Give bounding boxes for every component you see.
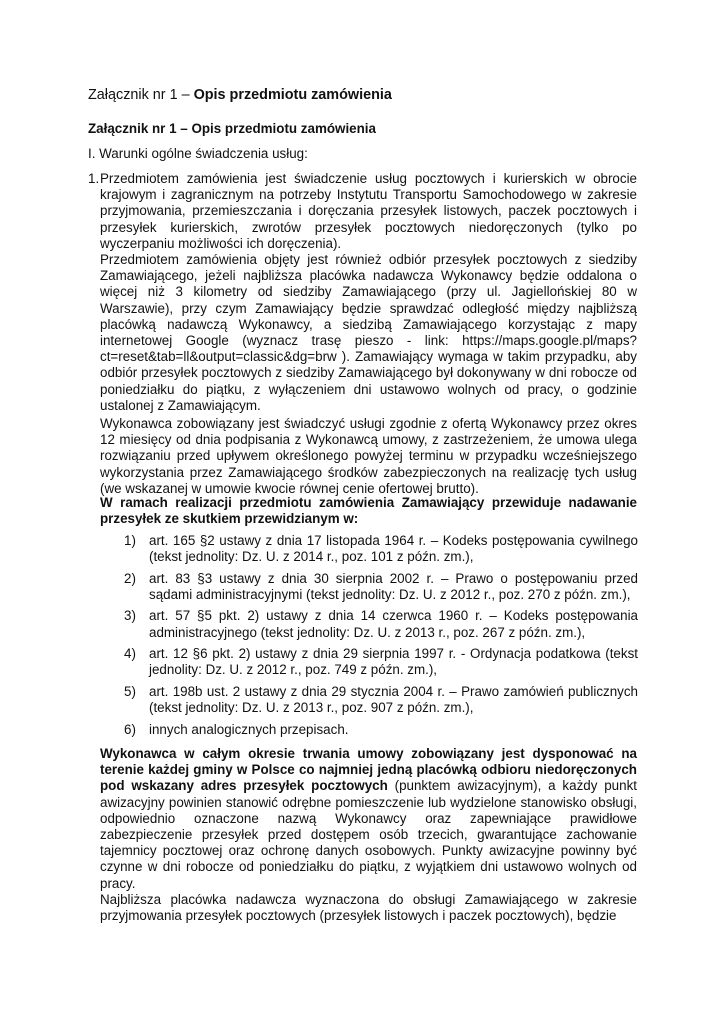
paragraph-5 [100,746,637,892]
section-subtitle: I. Warunki ogólne świadczenia usług: [88,146,308,161]
legal-basis-list [124,533,638,743]
title-prefix: Załącznik nr 1 – [88,87,194,103]
paragraph-3: Wykonawca zobowiązany jest świadczyć usługi zgodnie z ofertą Wykonawcy przez okres 12 miesięcy od dnia podpisania z Wykonawcą umowy, z zastrzeżeniem, że umowa ulega rozwiązaniu przed upływem określonego powyżej terminu w przypadku wcześniejszego wykorzystania przez Zamawiającego środków zabezpieczonych na realizację tych usług (we wskazanej w umowie kwocie równej cenie ofertowej brutto). [100,416,637,496]
paragraph-5-bold: Wykonawca w całym okresie trwania umowy zobowiązany jest dysponować na terenie każdej gminy w Polsce co najmniej jedną placówką odbioru niedoręczonych pod wskazany adres przesyłek pocztowych [100,746,637,794]
list-item [124,722,638,738]
list-item-text: art. 12 §6 pkt. 2) ustawy z dnia 29 sierpnia 1997 r. - Ordynacja podatkowa (tekst jednolity: Dz. U. z 2012 r., poz. 749 z późn. zm.), [149,646,638,678]
list-item [124,533,638,565]
section-title: Załącznik nr 1 – Opis przedmiotu zamówienia [88,121,376,136]
list-item-text: art. 57 §5 pkt. 2) ustawy z dnia 14 czerwca 1960 r. – Kodeks postępowania administracyjnego (tekst jednolity: Dz. U. z 2013 r., poz. 267 z późn. zm.), [149,608,638,640]
item-number: 1. [88,171,100,186]
list-item-number: 2) [124,570,136,586]
list-item-text: art. 83 §3 ustawy z dnia 30 sierpnia 2002 r. – Prawo o postępowaniu przed sądami administracyjnymi (tekst jednolity: Dz. U. z 2012 r., poz. 270 z późn. zm.), [149,570,638,602]
list-item [124,608,638,640]
list-item [124,571,638,603]
list-item-number: 1) [124,533,136,548]
title-bold: Opis przedmiotu zamówienia [193,87,392,103]
document-title [88,86,392,104]
list-item-number: 6) [124,721,136,737]
list-item [124,684,638,716]
paragraph-1: Przedmiotem zamówienia jest świadczenie usług pocztowych i kurierskich w obrocie krajowym i zagranicznym na potrzeby Instytutu Transportu Samochodowego w zakresie przyjmowania, przemieszczania i doręczania przesyłek listowych, paczek pocztowych i przesyłek kurierskich, zwrotów przesyłek pocztowych niedoręczonych (tylko po wyczerpaniu możliwości ich doręczenia). [100,171,637,251]
paragraph-6: Najbliższa placówka nadawcza wyznaczona do obsługi Zamawiającego w zakresie przyjmowania przesyłek pocztowych (przesyłek listowych i paczek pocztowych), będzie [100,892,637,924]
list-item [124,646,638,678]
list-item-number: 5) [124,683,136,699]
list-item-number: 3) [124,608,136,624]
paragraph-4: W ramach realizacji przedmiotu zamówienia Zamawiający przewiduje nadawanie przesyłek ze skutkiem przewidzianym w: [100,495,637,527]
paragraph-2: Przedmiotem zamówienia objęty jest również odbiór przesyłek pocztowych z siedziby Zamawiającego, jeżeli najbliższa placówka nadawcza Wykonawcy będzie oddalona o więcej niż 3 kilometry od siedziby Zamawiającego (przy ul. Jagiellońskiej 80 w Warszawie), przy czym Zamawiający będzie sprawdzać odległość między najbliższą placówką nadawczą Wykonawcy, a siedzibą Zamawiającego korzystając z mapy internetowej Google (wyznacz trasę pieszo - link: https://maps.google.pl/maps?ct=reset&tab=ll&output=classic&dg=brw ). Zamawiający wymaga w takim przypadku, aby odbiór przesyłek pocztowych z siedziby Zamawiającego był dokonywany w dni robocze od poniedziałku do piątku, z wyłączeniem dni ustawowo wolnych od pracy, o godzinie ustalonej z Zamawiającym. [100,252,637,413]
list-item-text: art. 165 §2 ustawy z dnia 17 listopada 1964 r. – Kodeks postępowania cywilnego (tekst jednolity: Dz. U. z 2014 r., poz. 101 z późn. zm.), [149,533,638,565]
list-item-number: 4) [124,646,136,662]
list-item-text: innych analogicznych przepisach. [149,721,349,737]
paragraph-5-rest: (punktem awizacyjnym), a każdy punkt awizacyjny powinien stanowić odrębne pomieszczenie lub wydzielone stanowisko obsługi, odpowiednio oznaczone nazwą Wykonawcy oraz zapewniające prawidłowe zabezpieczenie przesyłek przed dostępem osób trzecich, gwarantujące zachowanie tajemnicy pocztowej oraz ochronę danych osobowych. Punkty awizacyjne powinny być czynne w dni robocze od poniedziałku do piątku, z wyjątkiem dni ustawowo wolnych od pracy. [100,778,637,891]
list-item-text: art. 198b ust. 2 ustawy z dnia 29 stycznia 2004 r. – Prawo zamówień publicznych (tekst jednolity: Dz. U. z 2013 r., poz. 907 z późn. zm.), [149,683,638,716]
